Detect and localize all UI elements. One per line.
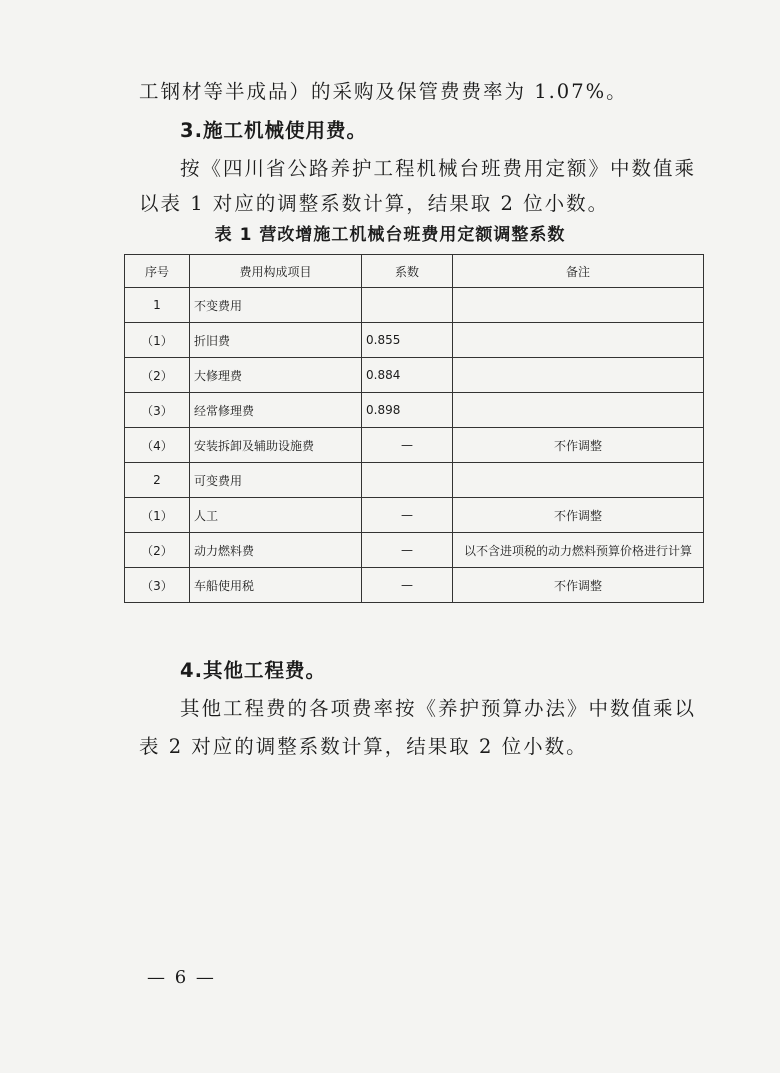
table-row bbox=[125, 533, 704, 568]
row-note: 不作调整 bbox=[453, 498, 704, 533]
row-note: 以不含进项税的动力燃料预算价格进行计算 bbox=[453, 533, 704, 568]
row-item: 安装拆卸及辅助设施费 bbox=[190, 428, 362, 463]
header-item: 费用构成项目 bbox=[190, 255, 362, 288]
table-row bbox=[125, 288, 704, 323]
table-row bbox=[125, 428, 704, 463]
row-note bbox=[453, 463, 704, 498]
row-no: （3） bbox=[125, 393, 190, 428]
page-number: — 6 — bbox=[147, 967, 216, 988]
paragraph-line-5: 表 2 对应的调整系数计算，结果取 2 位小数。 bbox=[139, 735, 588, 758]
row-no: （2） bbox=[125, 358, 190, 393]
row-coef: — bbox=[362, 498, 453, 533]
paragraph-line-2: 按《四川省公路养护工程机械台班费用定额》中数值乘 bbox=[180, 157, 697, 180]
header-note: 备注 bbox=[453, 255, 704, 288]
row-note: 不作调整 bbox=[453, 428, 704, 463]
row-coef bbox=[362, 288, 453, 323]
table-row bbox=[125, 463, 704, 498]
row-note bbox=[453, 288, 704, 323]
row-coef: 0.898 bbox=[362, 393, 453, 428]
paragraph-line-4: 其他工程费的各项费率按《养护预算办法》中数值乘以 bbox=[180, 697, 697, 720]
row-note bbox=[453, 393, 704, 428]
row-coef: — bbox=[362, 568, 453, 603]
table-caption: 表 1 营改增施工机械台班费用定额调整系数 bbox=[214, 225, 566, 245]
row-no: （4） bbox=[125, 428, 190, 463]
row-item: 人工 bbox=[190, 498, 362, 533]
row-coef: — bbox=[362, 533, 453, 568]
section-heading-4: 4.其他工程费。 bbox=[180, 659, 326, 682]
row-note bbox=[453, 323, 704, 358]
row-coef: 0.855 bbox=[362, 323, 453, 358]
paragraph-line-3: 以表 1 对应的调整系数计算，结果取 2 位小数。 bbox=[139, 192, 610, 215]
paragraph-line-1: 工钢材等半成品）的采购及保管费费率为 1.07%。 bbox=[139, 80, 628, 103]
row-item: 经常修理费 bbox=[190, 393, 362, 428]
row-no: （2） bbox=[125, 533, 190, 568]
row-item: 可变费用 bbox=[190, 463, 362, 498]
row-coef bbox=[362, 463, 453, 498]
header-no: 序号 bbox=[125, 255, 190, 288]
row-item: 折旧费 bbox=[190, 323, 362, 358]
table-row bbox=[125, 393, 704, 428]
row-item: 动力燃料费 bbox=[190, 533, 362, 568]
row-no: （1） bbox=[125, 498, 190, 533]
section-heading-3: 3.施工机械使用费。 bbox=[180, 119, 367, 142]
table-row bbox=[125, 568, 704, 603]
row-coef: 0.884 bbox=[362, 358, 453, 393]
table-row bbox=[125, 358, 704, 393]
row-item: 不变费用 bbox=[190, 288, 362, 323]
row-no: 1 bbox=[125, 288, 190, 323]
header-coef: 系数 bbox=[362, 255, 453, 288]
row-no: （1） bbox=[125, 323, 190, 358]
row-no: 2 bbox=[125, 463, 190, 498]
row-item: 大修理费 bbox=[190, 358, 362, 393]
table-row bbox=[125, 323, 704, 358]
row-note bbox=[453, 358, 704, 393]
row-no: （3） bbox=[125, 568, 190, 603]
table-row bbox=[125, 498, 704, 533]
cost-adjustment-table bbox=[124, 254, 704, 603]
row-coef: — bbox=[362, 428, 453, 463]
row-item: 车船使用税 bbox=[190, 568, 362, 603]
row-note: 不作调整 bbox=[453, 568, 704, 603]
table-header-row bbox=[125, 255, 704, 288]
